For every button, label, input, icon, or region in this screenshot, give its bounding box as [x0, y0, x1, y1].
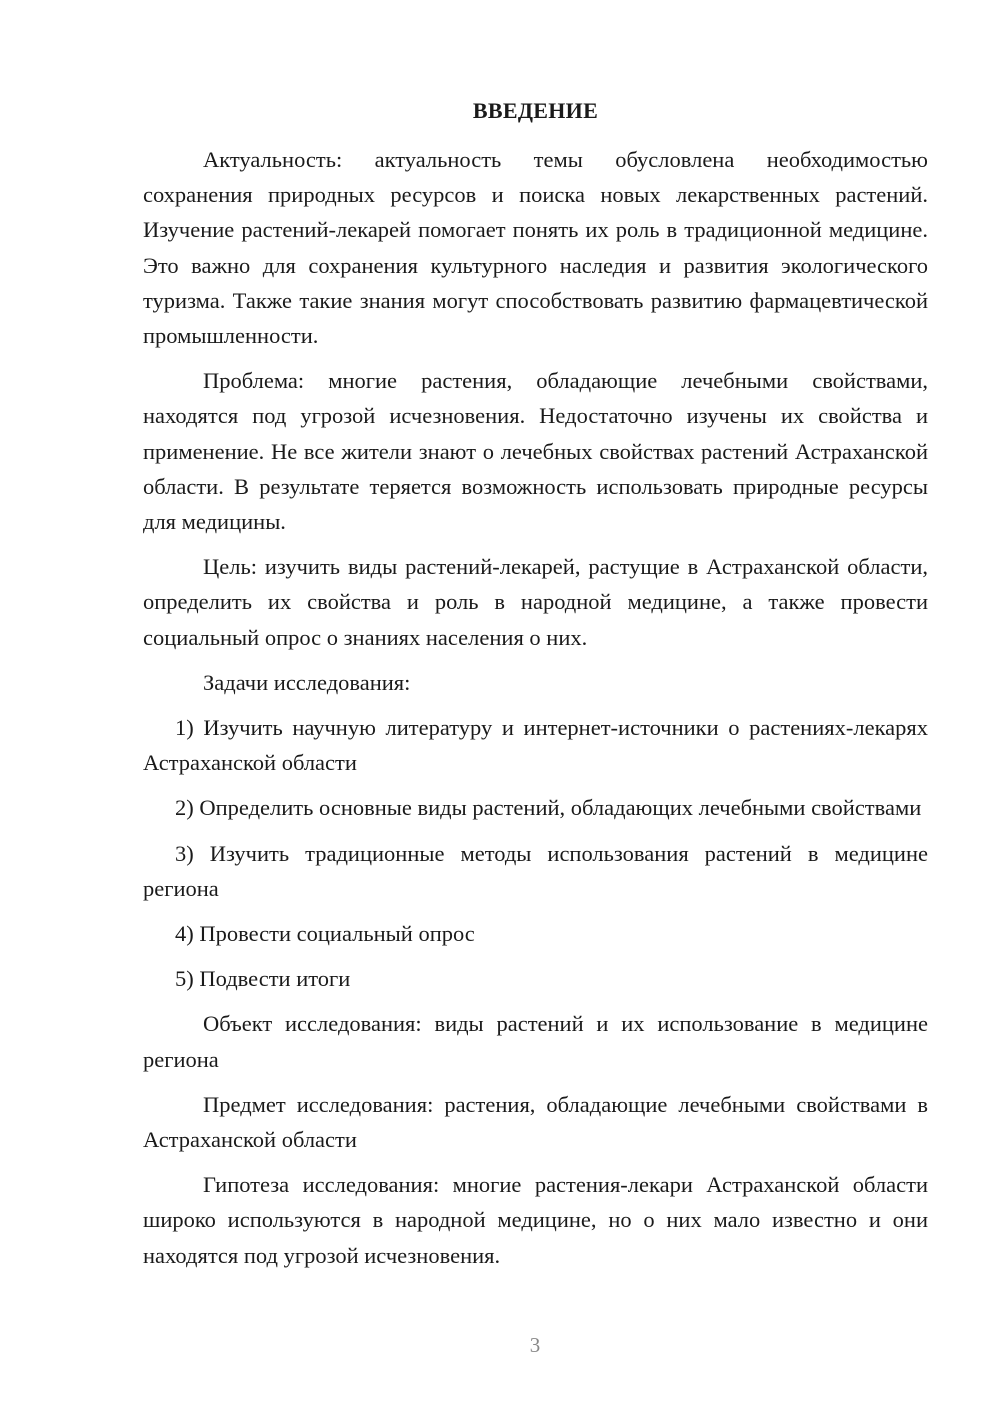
paragraph-hypothesis: Гипотеза исследования: многие растения-лекари Астраханской области широко используются в народной медицине, но о них мало известно и они находятся под угрозой исчезновения.: [143, 1172, 928, 1268]
task-item-5: 5) Подвести итоги: [175, 966, 351, 992]
paragraph-problem: Проблема: многие растения, обладающие лечебными свойствами, находятся под угрозой исчезновения. Недостаточно изучены их свойства и применение. Не все жители знают о лечебных свойствах растений Астраханской области. В результате теряется возможность использовать природные ресурсы для медицины.: [143, 368, 928, 535]
paragraph-goal: Цель: изучить виды растений-лекарей, растущие в Астраханской области, определить их свойства и роль в народной медицине, а также провести социальный опрос о знаниях населения о них.: [143, 554, 928, 650]
paragraph-object: Объект исследования: виды растений и их использование в медицине региона: [143, 1011, 928, 1072]
task-item-3: 3) Изучить традиционные методы использования растений в медицине региона: [143, 840, 928, 901]
task-item-4: 4) Провести социальный опрос: [175, 921, 475, 947]
page-number: 3: [529, 1333, 541, 1357]
task-item-2: 2) Определить основные виды растений, обладающих лечебными свойствами: [175, 795, 922, 821]
document-body: [143, 142, 928, 1283]
section-title: ВВЕДЕНИЕ: [472, 98, 599, 123]
task-item-1: 1) Изучить научную литературу и интернет-источники о растениях-лекарях Астраханской области: [143, 715, 928, 776]
paragraph-subject: Предмет исследования: растения, обладающие лечебными свойствами в Астраханской области: [143, 1091, 928, 1153]
paragraph-relevance: Актуальность: актуальность темы обусловлена необходимостью сохранения природных ресурсов и поиска новых лекарственных растений. Изучение растений-лекарей помогает понять их роль в традиционной медицине. Это важно для сохранения культурного наследия и развития экологического туризма. Также такие знания могут способствовать развитию фармацевтической промышленности.: [143, 147, 928, 349]
paragraph-tasks-heading: Задачи исследования:: [203, 669, 411, 695]
